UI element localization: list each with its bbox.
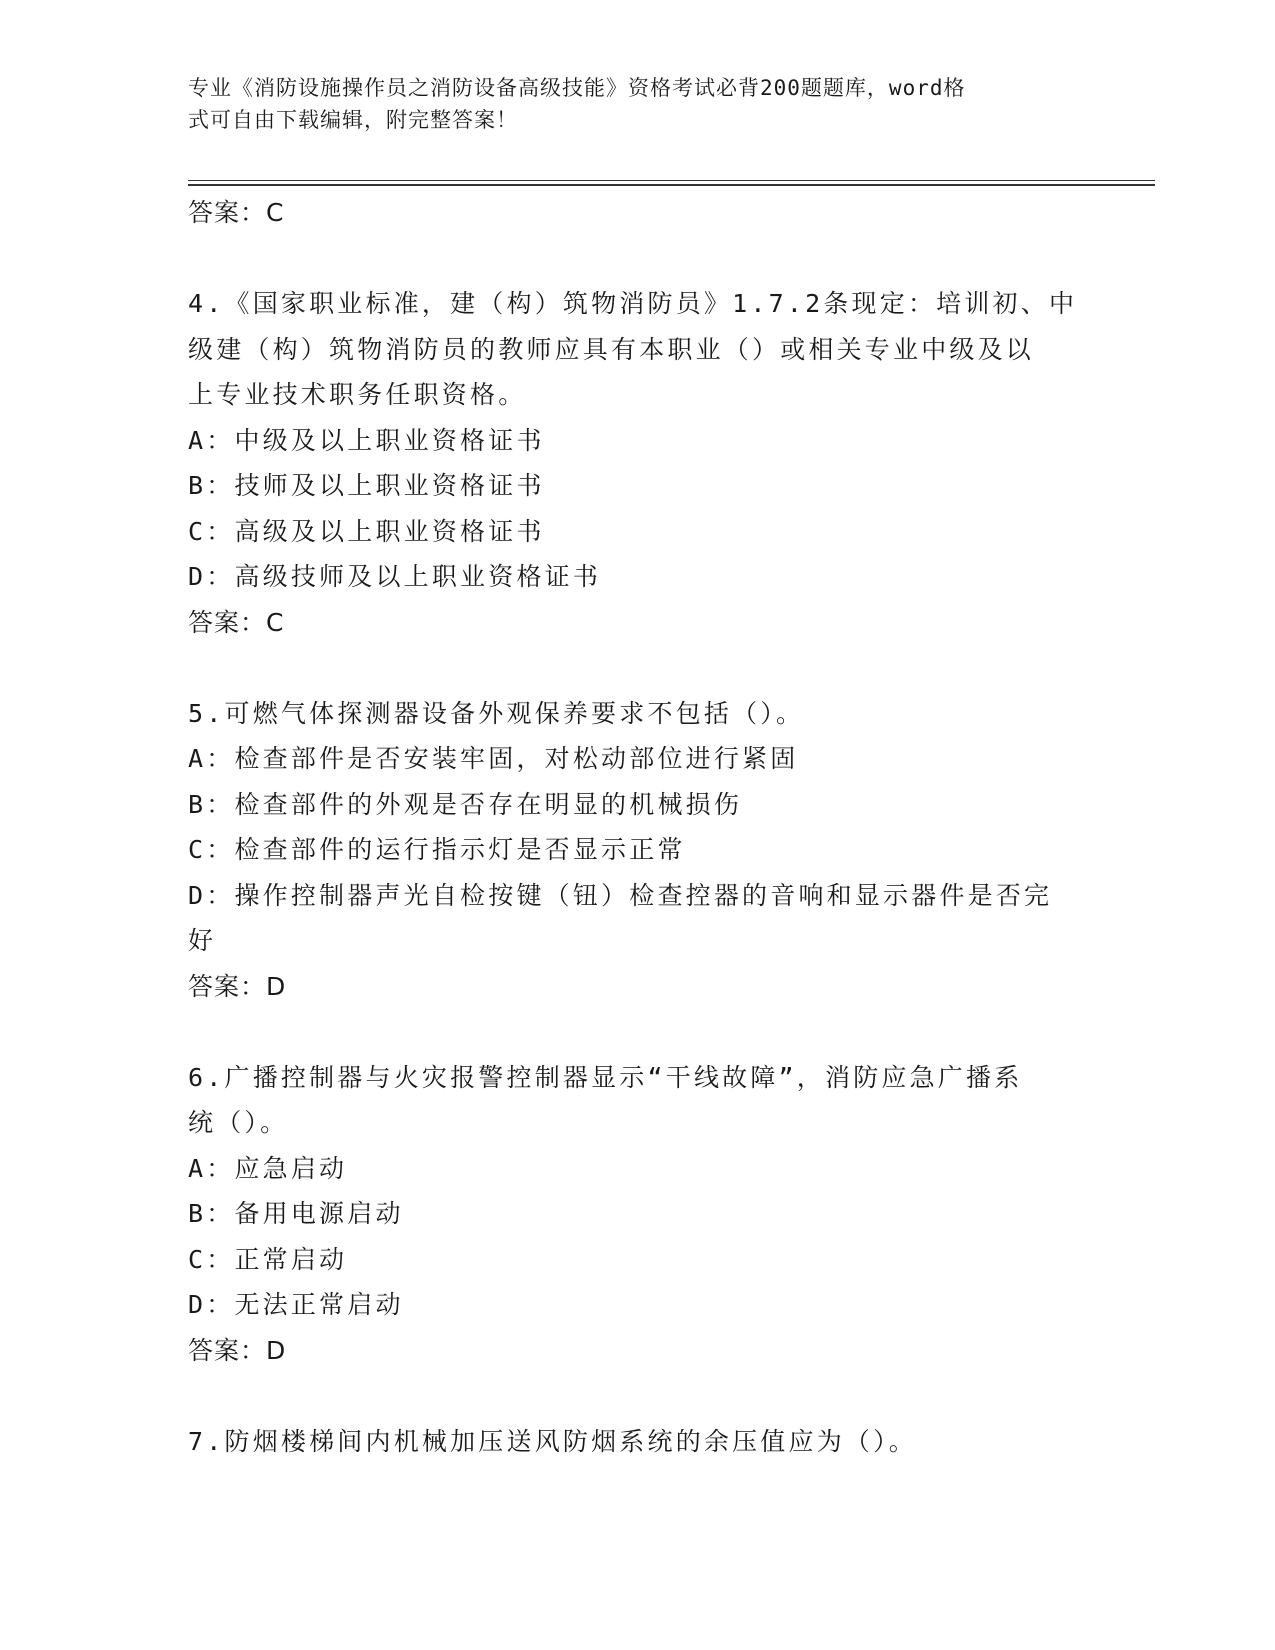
option-a: A：应急启动 [188, 1153, 348, 1183]
question-stem: 上专业技术职务任职资格。 [188, 380, 527, 409]
option-d: D：无法正常启动 [188, 1290, 404, 1319]
option-b: B：检查部件的外观是否存在明显的机械损伤 [188, 789, 743, 819]
answer-q3: 答案：C [188, 198, 285, 227]
question-stem: 5.可燃气体探测器设备外观保养要求不包括（）。 [188, 698, 805, 728]
header-divider-thin [188, 180, 1155, 181]
option-c: C：高级及以上职业资格证书 [188, 516, 545, 546]
answer: 答案：D [188, 971, 287, 1001]
document-body [188, 190, 1088, 1464]
question-4 [188, 281, 1088, 645]
option-a: A：检查部件是否安装牢固，对松动部位进行紧固 [188, 744, 799, 773]
question-stem: 7.防烟楼梯间内机械加压送风防烟系统的余压值应为（）。 [188, 1426, 918, 1456]
option-b: B：技师及以上职业资格证书 [188, 471, 545, 500]
question-stem: 统（）。 [188, 1108, 289, 1137]
option-c: C：正常启动 [188, 1244, 348, 1274]
question-6 [188, 1055, 1088, 1374]
option-a: A：中级及以上职业资格证书 [188, 425, 545, 455]
header-line-1: 专业《消防设施操作员之消防设备高级技能》资格考试必背200题题库，word格 [188, 76, 966, 100]
answer: 答案：D [188, 1335, 287, 1365]
question-5 [188, 691, 1088, 1010]
option-c: C：检查部件的运行指示灯是否显示正常 [188, 835, 686, 864]
option-d: D：操作控制器声光自检按键（钮）检查控器的音响和显示器件是否完 [188, 880, 1053, 910]
option-b: B：备用电源启动 [188, 1199, 404, 1228]
option-d-continued: 好 [188, 926, 217, 955]
option-d: D：高级技师及以上职业资格证书 [188, 562, 602, 591]
question-7 [188, 1419, 1088, 1465]
question-stem: 4.《国家职业标准，建（构）筑物消防员》1.7.2条现定：培训初、中 [188, 289, 1078, 318]
question-stem: 级建（构）筑物消防员的教师应具有本职业（）或相关专业中级及以 [188, 334, 1035, 364]
header-line-2: 式可自由下载编辑，附完整答案！ [188, 108, 518, 132]
document-header [188, 72, 1068, 136]
question-stem: 6.广播控制器与火灾报警控制器显示“干线故障”，消防应急广播系 [188, 1062, 1023, 1092]
header-divider-thick [188, 184, 1155, 186]
answer: 答案：C [188, 607, 285, 637]
